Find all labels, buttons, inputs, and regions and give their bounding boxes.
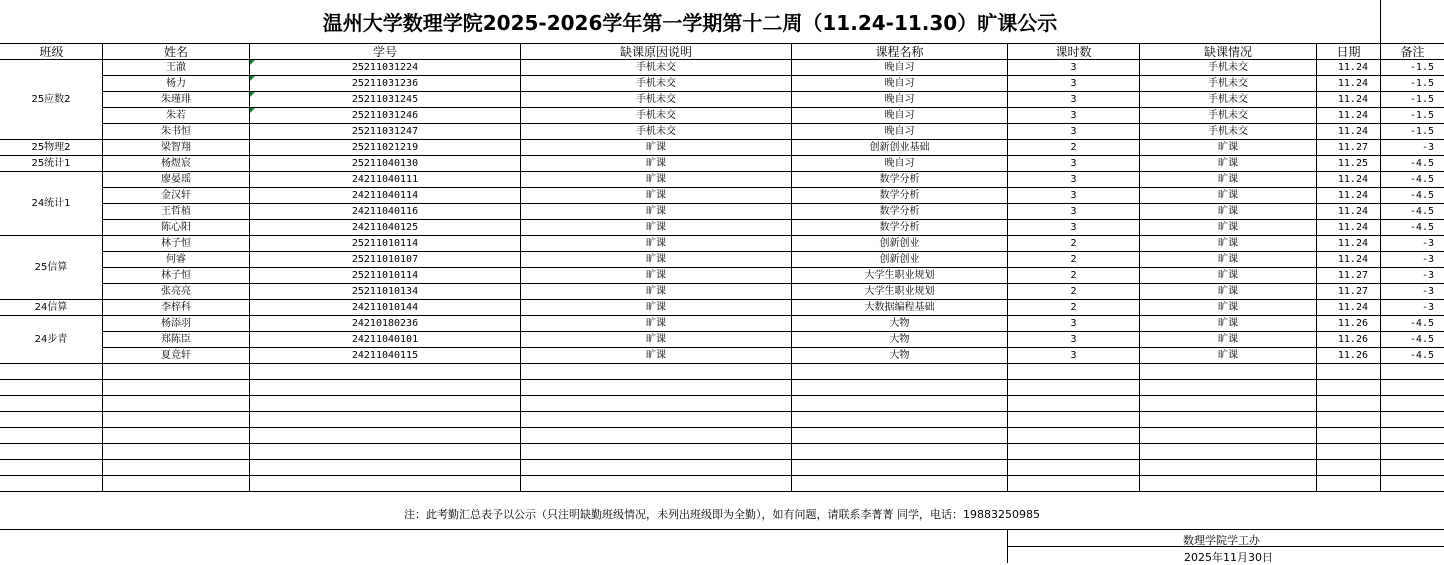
student-name-cell: 王澈 — [166, 61, 186, 73]
header-status: 缺课情况 — [1203, 44, 1252, 59]
student-id-cell: 24211040116 — [351, 205, 419, 217]
student-id-cell: 24211040111 — [351, 173, 419, 185]
student-name-cell: 林子恒 — [161, 269, 191, 281]
cell-comment-indicator — [250, 60, 255, 65]
remark-cell: -4.5 — [1409, 221, 1434, 233]
remark-cell: -4.5 — [1409, 317, 1434, 329]
student-id-cell: 25211010114 — [351, 237, 419, 249]
course-cell: 大物 — [889, 333, 910, 345]
student-name-cell: 朱若 — [166, 109, 186, 121]
remark-cell: -1.5 — [1409, 109, 1434, 121]
remark-cell: -4.5 — [1409, 349, 1434, 361]
course-cell: 大数据编程基础 — [864, 301, 935, 313]
date-cell: 11.26 — [1337, 349, 1368, 361]
date-cell: 11.24 — [1337, 205, 1368, 217]
class-group-cell: 24步青 — [34, 333, 68, 345]
row-line — [0, 411, 1444, 412]
student-id-cell: 25211031224 — [351, 61, 419, 73]
hours-cell: 3 — [1070, 77, 1077, 89]
student-id-cell: 24211040125 — [351, 221, 419, 233]
class-group-cell: 25物理2 — [31, 141, 71, 153]
course-cell: 创新创业基础 — [869, 141, 930, 153]
hours-cell: 3 — [1070, 173, 1077, 185]
row-line — [0, 491, 1444, 492]
reason-cell: 旷课 — [646, 301, 666, 313]
status-cell: 旷课 — [1218, 333, 1238, 345]
student-name-cell: 朱书恒 — [161, 125, 191, 137]
hours-cell: 2 — [1070, 285, 1077, 297]
status-cell: 手机未交 — [1208, 109, 1248, 121]
header-date: 日期 — [1336, 44, 1361, 59]
date-cell: 11.24 — [1337, 93, 1368, 105]
remark-cell: -1.5 — [1409, 77, 1434, 89]
status-cell: 旷课 — [1218, 237, 1238, 249]
hours-cell: 3 — [1070, 157, 1077, 169]
reason-cell: 手机未交 — [636, 61, 676, 73]
hours-cell: 3 — [1070, 221, 1077, 233]
status-cell: 手机未交 — [1208, 125, 1248, 137]
course-cell: 晚自习 — [884, 157, 915, 169]
date-cell: 11.24 — [1337, 253, 1368, 265]
student-id-cell: 25211021219 — [351, 141, 419, 153]
student-name-cell: 林子恒 — [161, 237, 191, 249]
student-name-cell: 廖晏瑶 — [161, 173, 191, 185]
hours-cell: 2 — [1070, 269, 1077, 281]
date-cell: 11.26 — [1337, 333, 1368, 345]
cell-comment-indicator — [250, 108, 255, 113]
row-line — [0, 443, 1444, 444]
class-group-cell: 25统计1 — [31, 157, 71, 169]
status-cell: 手机未交 — [1208, 77, 1248, 89]
hours-cell: 2 — [1070, 301, 1077, 313]
course-cell: 大学生职业规划 — [864, 269, 935, 281]
reason-cell: 旷课 — [646, 285, 666, 297]
student-id-cell: 24211040101 — [351, 333, 419, 345]
reason-cell: 旷课 — [646, 333, 666, 345]
reason-cell: 旷课 — [646, 221, 666, 233]
date-cell: 11.24 — [1337, 237, 1368, 249]
remark-cell: -3 — [1421, 285, 1434, 297]
course-cell: 创新创业 — [879, 237, 920, 249]
status-cell: 旷课 — [1218, 157, 1238, 169]
status-cell: 旷课 — [1218, 141, 1238, 153]
reason-cell: 旷课 — [646, 317, 666, 329]
course-cell: 数学分析 — [879, 205, 920, 217]
hours-cell: 3 — [1070, 349, 1077, 361]
course-cell: 数学分析 — [879, 173, 920, 185]
row-line — [0, 395, 1444, 396]
hours-cell: 3 — [1070, 317, 1077, 329]
issuing-office: 数理学院学工办 — [1183, 534, 1260, 547]
reason-cell: 手机未交 — [636, 77, 676, 89]
student-id-cell: 25211031246 — [351, 109, 419, 121]
remark-cell: -3 — [1421, 141, 1434, 153]
status-cell: 旷课 — [1218, 221, 1238, 233]
hours-cell: 2 — [1070, 237, 1077, 249]
student-id-cell: 25211010114 — [351, 269, 419, 281]
reason-cell: 手机未交 — [636, 109, 676, 121]
title-right-border — [1380, 0, 1381, 43]
reason-cell: 旷课 — [646, 349, 666, 361]
student-name-cell: 王哲植 — [161, 205, 191, 217]
course-cell: 晚自习 — [884, 109, 915, 121]
date-cell: 11.24 — [1337, 301, 1368, 313]
remark-cell: -4.5 — [1409, 189, 1434, 201]
row-line — [0, 363, 1444, 364]
course-cell: 数学分析 — [879, 221, 920, 233]
hours-cell: 3 — [1070, 125, 1077, 137]
reason-cell: 旷课 — [646, 269, 666, 281]
date-cell: 11.24 — [1337, 221, 1368, 233]
hours-cell: 3 — [1070, 109, 1077, 121]
student-id-cell: 25211031245 — [351, 93, 419, 105]
reason-cell: 旷课 — [646, 189, 666, 201]
header-hours: 课时数 — [1055, 44, 1092, 59]
reason-cell: 旷课 — [646, 173, 666, 185]
remark-cell: -3 — [1421, 301, 1434, 313]
header-student-id: 学号 — [372, 44, 397, 59]
reason-cell: 手机未交 — [636, 93, 676, 105]
student-name-cell: 郑陈臣 — [161, 333, 191, 345]
row-line — [0, 475, 1444, 476]
hours-cell: 3 — [1070, 93, 1077, 105]
date-cell: 11.25 — [1337, 157, 1368, 169]
remark-cell: -4.5 — [1409, 173, 1434, 185]
date-cell: 11.27 — [1337, 269, 1368, 281]
status-cell: 旷课 — [1218, 173, 1238, 185]
student-name-cell: 杨煜宸 — [161, 157, 191, 169]
status-cell: 旷课 — [1218, 301, 1238, 313]
student-id-cell: 24210180236 — [351, 317, 419, 329]
course-cell: 晚自习 — [884, 61, 915, 73]
date-cell: 11.24 — [1337, 109, 1368, 121]
student-name-cell: 梁智翔 — [161, 141, 191, 153]
hours-cell: 3 — [1070, 61, 1077, 73]
student-id-cell: 25211040130 — [351, 157, 419, 169]
class-group-cell: 25应数2 — [31, 93, 71, 105]
status-cell: 旷课 — [1218, 349, 1238, 361]
row-line — [0, 459, 1444, 460]
header-class: 班级 — [39, 44, 64, 59]
status-cell: 手机未交 — [1208, 61, 1248, 73]
remark-cell: -4.5 — [1409, 205, 1434, 217]
student-id-cell: 25211010134 — [351, 285, 419, 297]
page-title: 温州大学数理学院2025-2026学年第一学期第十二周（11.24-11.30）旷课公示 — [322, 11, 1058, 35]
remark-cell: -3 — [1421, 269, 1434, 281]
status-cell: 旷课 — [1218, 205, 1238, 217]
reason-cell: 旷课 — [646, 205, 666, 217]
class-group-cell: 24统计1 — [31, 197, 71, 209]
student-name-cell: 何睿 — [166, 253, 186, 265]
student-name-cell: 杨力 — [166, 77, 186, 89]
course-cell: 数学分析 — [879, 189, 920, 201]
remark-cell: -3 — [1421, 237, 1434, 249]
class-group-cell: 24信算 — [34, 301, 68, 313]
remark-cell: -3 — [1421, 253, 1434, 265]
student-name-cell: 夏竞轩 — [161, 349, 191, 361]
date-cell: 11.27 — [1337, 285, 1368, 297]
student-id-cell: 24211040114 — [351, 189, 419, 201]
hours-cell: 2 — [1070, 141, 1077, 153]
course-cell: 创新创业 — [879, 253, 920, 265]
student-name-cell: 金汉轩 — [161, 189, 191, 201]
header-course: 课程名称 — [875, 44, 924, 59]
cell-comment-indicator — [250, 76, 255, 81]
status-cell: 旷课 — [1218, 285, 1238, 297]
hours-cell: 3 — [1070, 189, 1077, 201]
header-name: 姓名 — [163, 44, 188, 59]
student-id-cell: 25211010107 — [351, 253, 419, 265]
cell-comment-indicator — [250, 92, 255, 97]
header-reason: 缺课原因说明 — [619, 44, 692, 59]
class-group-cell: 25信算 — [34, 261, 68, 273]
student-id-cell: 24211040115 — [351, 349, 419, 361]
date-cell: 11.24 — [1337, 77, 1368, 89]
date-cell: 11.27 — [1337, 141, 1368, 153]
course-cell: 大物 — [889, 349, 910, 361]
remark-cell: -4.5 — [1409, 157, 1434, 169]
date-cell: 11.24 — [1337, 173, 1368, 185]
date-cell: 11.26 — [1337, 317, 1368, 329]
student-name-cell: 杨添羽 — [161, 317, 191, 329]
course-cell: 大物 — [889, 317, 910, 329]
status-cell: 旷课 — [1218, 317, 1238, 329]
remark-cell: -1.5 — [1409, 125, 1434, 137]
course-cell: 晚自习 — [884, 125, 915, 137]
student-id-cell: 25211031247 — [351, 125, 419, 137]
remark-cell: -1.5 — [1409, 61, 1434, 73]
reason-cell: 旷课 — [646, 157, 666, 169]
status-cell: 旷课 — [1218, 269, 1238, 281]
student-name-cell: 张亮亮 — [161, 285, 191, 297]
reason-cell: 手机未交 — [636, 125, 676, 137]
student-id-cell: 25211031236 — [351, 77, 419, 89]
status-cell: 手机未交 — [1208, 93, 1248, 105]
course-cell: 大学生职业规划 — [864, 285, 935, 297]
reason-cell: 旷课 — [646, 253, 666, 265]
course-cell: 晚自习 — [884, 93, 915, 105]
row-line — [0, 427, 1444, 428]
issue-date: 2025年11月30日 — [1184, 551, 1273, 564]
reason-cell: 旷课 — [646, 237, 666, 249]
status-cell: 旷课 — [1218, 189, 1238, 201]
student-id-cell: 24211010144 — [351, 301, 419, 313]
student-name-cell: 李梓科 — [161, 301, 191, 313]
hours-cell: 3 — [1070, 205, 1077, 217]
course-cell: 晚自习 — [884, 77, 915, 89]
notice-text: 注：此考勤汇总表予以公示（只注明缺勤班级情况，未列出班级即为全勤），如有问题，请联系李菁菁 同学，电话：19883250985 — [404, 508, 1040, 521]
date-cell: 11.24 — [1337, 125, 1368, 137]
reason-cell: 旷课 — [646, 141, 666, 153]
date-cell: 11.24 — [1337, 189, 1368, 201]
student-name-cell: 陈心阳 — [161, 221, 191, 233]
row-line — [0, 379, 1444, 380]
hours-cell: 2 — [1070, 253, 1077, 265]
status-cell: 旷课 — [1218, 253, 1238, 265]
header-remark: 备注 — [1400, 44, 1425, 59]
remark-cell: -4.5 — [1409, 333, 1434, 345]
date-cell: 11.24 — [1337, 61, 1368, 73]
remark-cell: -1.5 — [1409, 93, 1434, 105]
hours-cell: 3 — [1070, 333, 1077, 345]
footer-top-line — [0, 529, 1444, 530]
student-name-cell: 朱瑾琲 — [161, 93, 191, 105]
